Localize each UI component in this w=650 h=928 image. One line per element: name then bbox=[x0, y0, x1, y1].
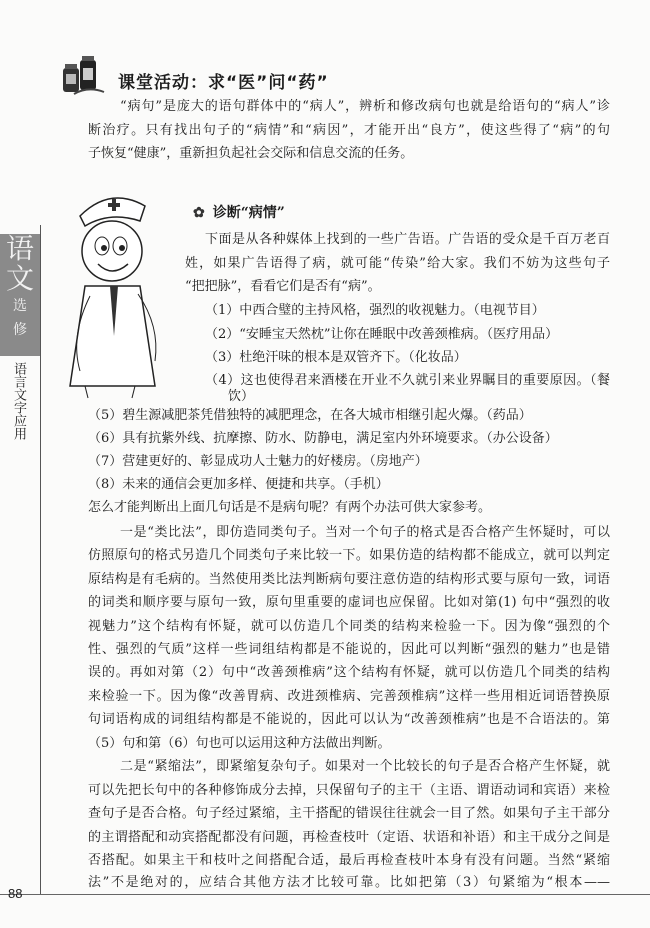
method-line: 否搭配。如果主干和枝叶之间搭配合适，最后再检查枝叶本身有没有问题。当然“紧缩 bbox=[88, 853, 610, 868]
ad-item: （2）“安睡宝天然枕”让你在睡眠中改善颈椎病。（医疗用品） bbox=[205, 327, 559, 342]
page-title: 课堂活动：求“医”问“药” bbox=[118, 73, 329, 93]
side-tab-char: 文 bbox=[5, 262, 34, 295]
method-line: 句词语构成的词组结构都是不能说的，因此可以认为“改善颈椎病”也是不合语法的。第 bbox=[88, 712, 610, 727]
ad-item: （7）营建更好的、彰显成功人士魅力的好楼房。（房地产） bbox=[88, 454, 428, 469]
method-line: 查句子是否合格。句子经过紧缩，主干搭配的错误往往就会一目了然。如果句子主干部分 bbox=[88, 806, 610, 821]
ad-item: （3）杜绝汗味的根本是双管齐下。（化妆品） bbox=[205, 350, 467, 365]
intro-line: 子恢复“健康”，重新担负起社会交际和信息交流的任务。 bbox=[88, 146, 414, 161]
side-tab-char: 选 bbox=[13, 298, 27, 314]
doctor-illustration bbox=[60, 186, 175, 401]
method-line: 仿照原句的格式另造几个同类句子来比较一下。如果仿造的结构都不能成立，就可以判定 bbox=[88, 548, 610, 563]
method-line: 的词类和顺序要与原句一致，原句里重要的虚词也应保留。比如对第(1) 句中“强烈的收 bbox=[88, 595, 610, 610]
section-para-line: 姓，如果广告语得了病，就可能“传染”给大家。我们不妨为这些句子 bbox=[185, 256, 610, 271]
ad-item: （6）具有抗紫外线、抗摩擦、防水、防静电，满足室内外环境要求。（办公设备） bbox=[88, 431, 558, 446]
method-line: 法”不是绝对的，应结合其他方法才比较可靠。比如把第（3）句紧缩为“根本—— bbox=[88, 875, 610, 890]
section-para-line: “把把脉”，看看它们是否有“病”。 bbox=[185, 279, 381, 294]
method-line: 性、强烈的气质”这样一些词组结构都是不能说的，因此可以判断“强烈的魅力”也是错 bbox=[88, 642, 610, 657]
margin-rule bbox=[40, 225, 41, 895]
ad-item: （8）未来的通信会更加多样、便捷和共享。（手机） bbox=[88, 477, 389, 492]
method-line: 视魅力”这个结构有怀疑，就可以仿造几个同类的结构来检验一下。因为像“强烈的个 bbox=[88, 619, 610, 634]
section-para-line: 下面是从各种媒体上找到的一些广告语。广告语的受众是千百万老百 bbox=[205, 232, 610, 247]
intro-line: “病句”是庞大的语句群体中的“病人”，辨析和修改病句也就是给语句的“病人”诊 bbox=[120, 99, 610, 114]
method-line: 可以先把长句中的各种修饰成分去掉，只保留句子的主干（主语、谓语动词和宾语）来检 bbox=[88, 783, 610, 798]
method-line: 来检验一下。因为像“改善胃病、改进颈椎病、完善颈椎病”这样一些用相近词语替换原 bbox=[88, 689, 610, 704]
method-line: 原结构是有毛病的。当然使用类比法判断病句要注意仿造的结构形式要与原句一致，词语 bbox=[88, 572, 610, 587]
intro-line: 断治疗。只有找出句子的“病情”和“病因”，才能开出“良方”，使这些得了“病”的句 bbox=[88, 123, 610, 138]
ad-item: （5）碧生源减肥茶凭借独特的减肥理念，在各大城市相继引起火爆。（药品） bbox=[88, 408, 532, 423]
flower-icon: ✿ bbox=[193, 205, 205, 221]
method-line: （5）句和第（6）句也可以运用这种方法做出判断。 bbox=[88, 736, 391, 751]
footer-rule bbox=[0, 894, 650, 895]
page-number: 88 bbox=[8, 886, 23, 901]
method-line: 二是“紧缩法”，即紧缩复杂句子。如果对一个比较长的句子是否合格产生怀疑，就 bbox=[120, 759, 610, 774]
section-title: 诊断“病情” bbox=[212, 205, 285, 221]
ad-item: 饮） bbox=[228, 389, 255, 404]
medicine-bottles-icon bbox=[60, 56, 108, 96]
section-label: 语言文字应用 bbox=[11, 362, 26, 440]
side-tab-char: 修 bbox=[13, 322, 27, 338]
method-line: 的主谓搭配和动宾搭配都没有问题，再检查枝叶（定语、状语和补语）和主干成分之间是 bbox=[88, 830, 610, 845]
question-text: 怎么才能判断出上面几句话是不是病句呢？有两个办法可供大家参考。 bbox=[88, 500, 492, 515]
ad-item: （1）中西合璧的主持风格，强烈的收视魅力。（电视节目） bbox=[205, 303, 545, 318]
method-line: 误的。再如对第（2）句中“改善颈椎病”这个结构有怀疑，就可以仿造几个同类的结构 bbox=[88, 665, 610, 680]
method-line: 一是“类比法”，即仿造同类句子。当对一个句子的格式是否合格产生怀疑时，可以 bbox=[120, 525, 610, 540]
side-tab bbox=[0, 234, 40, 356]
section-heading bbox=[193, 204, 285, 222]
side-tab-char: 语 bbox=[5, 232, 34, 265]
ad-item: （4）这也使得君来酒楼在开业不久就引来业界瞩目的重要原因。（餐 bbox=[205, 373, 610, 388]
